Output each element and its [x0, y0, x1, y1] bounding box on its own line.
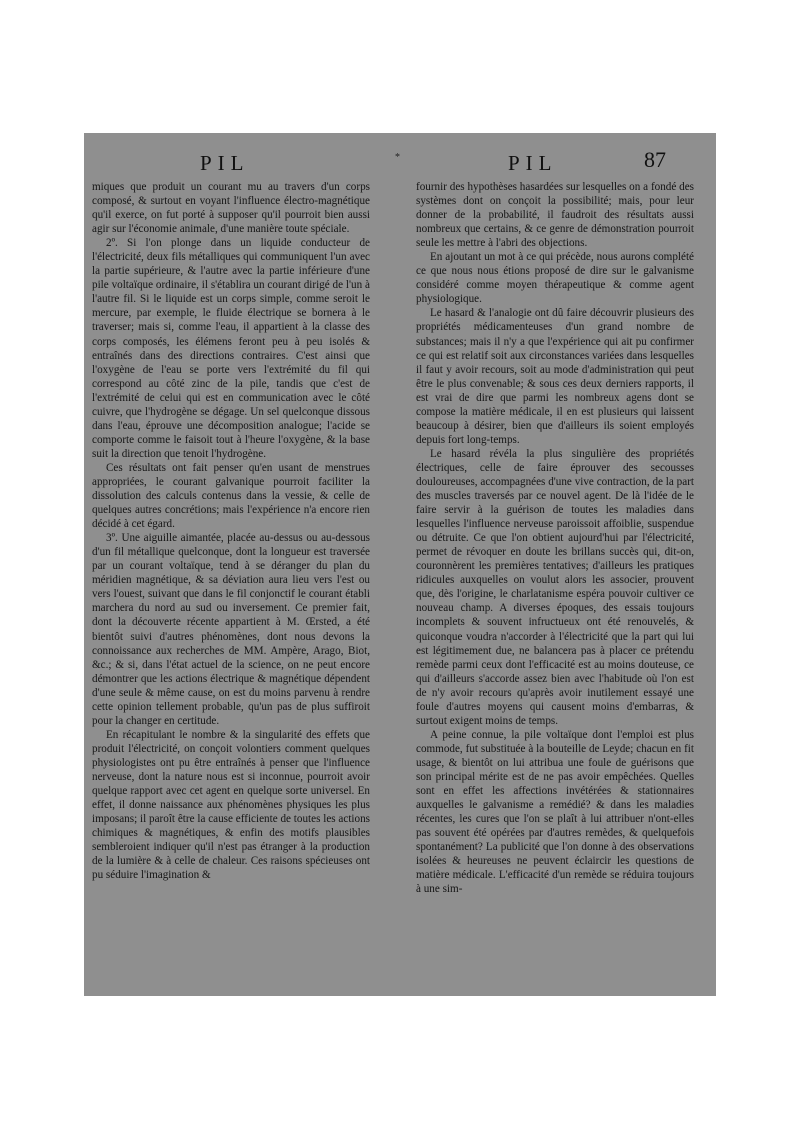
- scanned-page: [84, 133, 716, 996]
- paragraph: Le hasard & l'analogie ont dû faire découvrir plusieurs des propriétés médicamenteuses d'un grand nombre de substances; mais il n'y a que l'expérience qui ait pu confirmer ce qui est relatif soit aux circonstances variées dans lesquelles il faut y avoir recours, soit au mode d'administration qui peut être le plus convenable; & sous ces deux derniers rapports, il est vrai de dire que parmi les nombreux agens dont se compose la matière médicale, il en est plusieurs qui laissent beaucoup à désirer, bien que d'ailleurs ils soient employés depuis fort long-temps.: [416, 307, 694, 446]
- paragraph: A peine connue, la pile voltaïque dont l'emploi est plus commode, fut substituée à la bouteille de Leyde; chacun en fit usage, & bientôt on lui attribua une foule de guérisons que son principal mérite est de ne pas avoir empêchées. Quelles sont en effet les affections invétérées & stationnaires auxquelles le galvanisme a remédié? & dans les maladies récentes, les cures que l'on se plaît à lui attribuer n'ont-elles pas souvent été opérées par d'autres remèdes, & quelquefois spontanément? La publicité que l'on donne à des observations isolées & heureuses ne peuvent éclaircir les questions de matière médicale. L'efficacité d'un remède se réduira toujours à une sim-: [416, 728, 694, 896]
- right-text-column: [416, 180, 694, 896]
- paragraph: fournir des hypothèses hasardées sur lesquelles on a fondé des systèmes dont on conçoit la possibilité; mais, pour leur donner de la probabilité, il faudroit des résultats aussi nombreux que certains, & ce genre de démonstration pourroit seule les mettre à l'abri des objections.: [416, 181, 694, 250]
- paragraph: Le hasard révéla la plus singulière des propriétés électriques, celle de faire éprouver des secousses douloureuses, accompagnées d'une vive contraction, de la part des muscles traversés par ce nouvel agent. De là l'idée de le faire servir à la guérison de toutes les maladies dans lesquelles l'influence nerveuse paroissoit affoiblie, suspendue ou détruite. Ce que l'on obtient aujourd'hui par l'électricité, permet de révoquer en doute les brillans succès qui, dit-on, couronnèrent les premières tentatives; d'ailleurs les pratiques ridicules auxquelles on voulut alors les associer, prouvent que, dès l'origine, le charlatanisme espéra pouvoir cultiver ce nouveau champ. A diverses époques, des essais toujours incomplets & souvent infructueux ont été renouvelés, & quiconque voudra n'accorder à l'électricité que la part qui lui est légitimement due, ne balancera pas à placer ce prétendu remède parmi ceux dont l'efficacité est au moins douteuse, ce qui d'ailleurs s'accorde assez bien avec l'habitude où l'on est de n'y avoir recours qu'après avoir inutilement essayé une foule d'autres moyens qui causent moins d'embarras, & surtout exigent moins de temps.: [416, 447, 694, 727]
- paragraph: En récapitulant le nombre & la singularité des effets que produit l'électricité, on conçoit volontiers comment quelques physiologistes ont pu être entraînés à penser que l'influence nerveuse, dont la nature nous est si inconnue, pourroit avoir quelque rapport avec cet agent en quelque sorte universel. En effet, il donne naissance aux phénomènes physiques les plus imposans; il paroît être la cause efficiente de toutes les actions chimiques & magnétiques, & enfin des motifs plausibles sembleroient indiquer qu'il n'est pas étranger à la production de la lumière & à celle de chaleur. Ces raisons spécieuses ont pu séduire l'imagination &: [92, 728, 370, 882]
- paragraph: 3º. Une aiguille aimantée, placée au-dessus ou au-dessous d'un fil métallique quelconque, dont la longueur est traversée par un courant voltaïque, tend à se déranger du plan du méridien magnétique, & sa déviation aura lieu vers l'est ou vers l'ouest, suivant que dans le fil conjonctif le courant établi marchera du nord au sud ou inversement. Ce premier fait, dont la découverte récente appartient à M. Œrsted, a été bientôt suivi d'autres phénomènes, dont nous devons la connoissance aux recherches de MM. Ampère, Arago, Biot, &c.; & si, dans l'état actuel de la science, on ne peut encore démontrer que les actions électrique & magnétique dépendent d'une seule & même cause, on est du moins parvenu à rendre cette opinion tellement probable, qu'un pas de plus suffiroit pour la changer en certitude.: [92, 532, 370, 727]
- left-text-column: [92, 180, 370, 882]
- header-left-title: PIL: [200, 151, 250, 175]
- running-header: [84, 147, 716, 177]
- paragraph: Ces résultats ont fait penser qu'en usant de menstrues appropriées, le courant galvanique pourroit faciliter la dissolution des calculs contenus dans la vessie, & celle de quelques autres concrétions; mais l'expérience n'a encore rien décidé à cet égard.: [92, 461, 370, 531]
- header-ornament: *: [395, 152, 400, 163]
- paragraph: 2º. Si l'on plonge dans un liquide conducteur de l'électricité, deux fils métalliques qui communiquent l'un avec la partie supérieure, & l'autre avec la partie inférieure d'une pile voltaïque ordinaire, il s'établira un courant dirigé de l'un à l'autre fil. Si le liquide est un corps simple, comme seroit le mercure, par exemple, le fluide électrique se bornera à le traverser; mais si, comme l'eau, il appartient à la classe des corps composés, les élémens feront peu à peu isolés & entraînés dans des directions contraires. C'est ainsi que l'oxygène de l'eau se porte vers l'extrémité du fil qui correspond au côté zinc de la pile, tandis que c'est de l'extrémité de celui qui est en communication avec le côté cuivre, que l'hydrogène se dégage. Un sel quelconque dissous dans l'eau, éprouve une décomposition analogue; l'acide se comporte comme le faisoit tout à l'heure l'oxygène, & la base suit la direction que tenoit l'hydrogène.: [92, 237, 370, 460]
- page-number: 87: [644, 147, 666, 172]
- paragraph: En ajoutant un mot à ce qui précède, nous aurons complété ce que nous nous étions proposé de dire sur le galvanisme considéré comme moyen thérapeutique & comme agent physiologique.: [416, 251, 694, 306]
- header-right-title: PIL: [508, 151, 558, 175]
- paragraph: miques que produit un courant mu au travers d'un corps composé, & surtout en voyant l'influence électro-magnétique qu'il exerce, on fut porté à supposer qu'il pourroit bien aussi agir sur l'économie animale, d'une manière toute spéciale.: [92, 181, 370, 236]
